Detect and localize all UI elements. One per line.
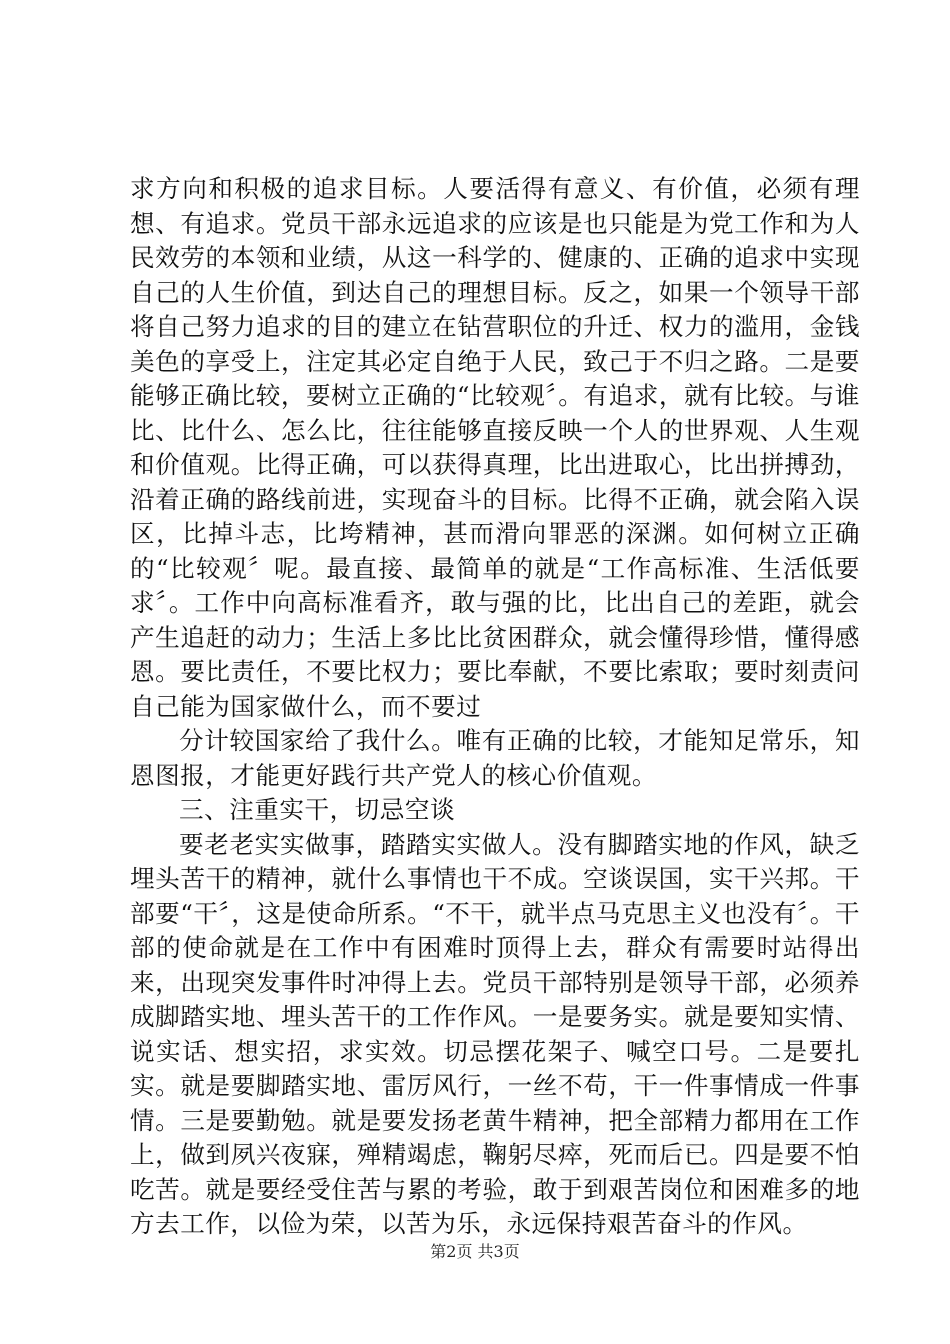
page-number: 第2页 共3页: [430, 1242, 520, 1261]
paragraph-continuation: 求方向和积极的追求目标。人要活得有意义、有价值，必须有理想、有追求。党员干部永远追求的应该是也只能是为党工作和为人民效劳的本领和业绩，从这一科学的、健康的、正确的追求中实现自己的人生价值，到达自己的理想目标。反之，如果一个领导干部将自己努力追求的目的建立在钻营职位的升迁、权力的滥用，金钱美色的享受上，注定其必定自绝于人民，致己于不归之路。二是要能够正确比较，要树立正确的“比较观〞。有追求，就有比较。与谁比、比什么、怎么比，往往能够直接反映一个人的世界观、人生观和价值观。比得正确，可以获得真理，比出进取心，比出拼搏劲，沿着正确的路线前进，实现奋斗的目标。比得不正确，就会陷入误区，比掉斗志，比垮精神，甚而滑向罪恶的深渊。如何树立正确的“比较观〞呢。最直接、最简单的就是“工作高标准、生活低要求〞。工作中向高标准看齐，敢与强的比，比出自己的差距，就会产生追赶的动力；生活上多比比贫困群众，就会懂得珍惜，懂得感恩。要比责任，不要比权力；要比奉献，不要比索取；要时刻责问自己能为国家做什么，而不要过: [130, 174, 860, 721]
paragraph-conclusion: 分计较国家给了我什么。唯有正确的比较，才能知足常乐，知恩图报，才能更好践行共产党人的核心价值观。: [130, 726, 860, 790]
page-footer: [0, 1242, 950, 1262]
document-body: [130, 172, 860, 1242]
section-heading: 三、注重实干，切忌空谈: [179, 795, 456, 824]
paragraph-body: 要老老实实做事，踏踏实实做人。没有脚踏实地的作风，缺乏埋头苦干的精神，就什么事情也干不成。空谈误国，实干兴邦。干部要“干〞，这是使命所系。“不干，就半点马克思主义也没有〞。干部的使命就是在工作中有困难时顶得上去，群众有需要时站得出来，出现突发事件时冲得上去。党员干部特别是领导干部，必须养成脚踏实地、埋头苦干的工作作风。一是要务实。就是要知实情、说实话、想实招，求实效。切忌摆花架子、喊空口号。二是要扎实。就是要脚踏实地、雷厉风行，一丝不苟，干一件事情成一件事情。三是要勤勉。就是要发扬老黄牛精神，把全部精力都用在工作上，做到夙兴夜寐，殚精竭虑，鞠躬尽瘁，死而后已。四是要不怕吃苦。就是要经受住苦与累的考验，敢于到艰苦岗位和困难多的地方去工作，以俭为荣，以苦为乐，永远保持艰苦奋斗的作风。: [130, 829, 860, 1238]
